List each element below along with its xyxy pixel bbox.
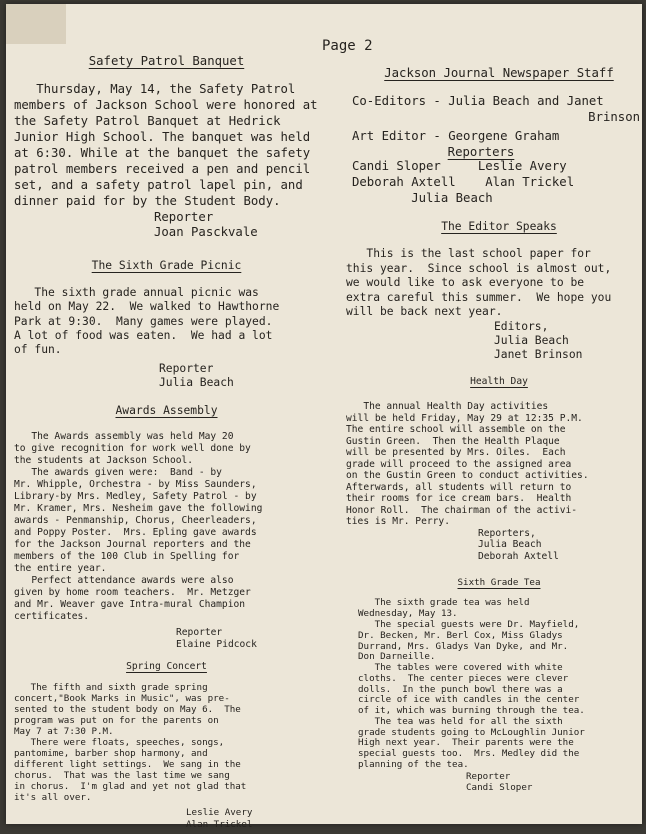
article-title: Spring Concert — [126, 660, 207, 672]
article-title: Sixth Grade Tea — [457, 577, 541, 589]
article-sixth-grade-tea — [358, 577, 640, 793]
article-body: The fifth and sixth grade spring concert,"Book Marks in Music", was pre- sented to the student body on May 6. The program was put on for the parents on May 7 at 7:30 P.M. There were floats, speeches, songs, pantomime, barber shop harmony, and different light settings. We sang in the chorus. That was the last time we sang in chorus. I'm glad and yet not glad that it's all over. — [14, 681, 247, 804]
article-body: The sixth grade annual picnic was held on May 22. We walked to Hawthorne Park at 9:30. Many games were played. A lot of food was eaten. We had a lot of fun. — [14, 285, 280, 357]
article-body: The annual Health Day activities will be held Friday, May 29 at 12:35 P.M. The entire school will assemble on the Gustin Green. Then the Health Plaque will be presented by Mrs. Oiles. Each grade will proceed to the assigned area on the Gustin Green to conduct activities. Afterwards, all students will return to their rooms for ice cream bars. Health Honor Roll. The chairman of the activi- ties is Mr. Perry. — [346, 401, 589, 527]
newsletter-page — [6, 4, 642, 830]
article-title: The Editor Speaks — [441, 220, 557, 234]
article-signature: Leslie Avery Alan Trickel — [186, 807, 253, 830]
article-body: This is the last school paper for this year. Since school is almost out, we would like to ask everyone to be extra careful this summer. We hope you will be back next year. — [346, 247, 612, 319]
article-health-day — [346, 376, 640, 563]
article-sixth-grade-picnic — [14, 259, 319, 390]
article-safety-patrol-banquet — [14, 54, 319, 241]
article-signature: Reporter Candi Sloper — [466, 770, 533, 794]
page-number: Page 2 — [322, 38, 373, 54]
right-column — [346, 66, 640, 794]
article-title: Safety Patrol Banquet — [88, 54, 245, 68]
article-body: The Awards assembly was held May 20 to give recognition for work well done by the students at Jackson School. The awards given were: Band - by Mr. Whipple, Orchestra - by Miss Saunders, Library-by Mrs. Medley, Safety Patrol - by Mr. Kramer, Mrs. Nesheim gave the following awards - Penmanship, Chorus, Cheerleaders, and Poppy Poster. Mrs. Epling gave awards for the Jackson Journal reporters and the members of the 100 Club in Spelling for the entire year. Perfect attendance awards were also given by home room teachers. Mr. Metzger and Mr. Weaver gave Intra-mural Champion certificates. — [14, 431, 263, 622]
article-signature: Reporter Joan Pasckvale — [154, 209, 258, 240]
reporters-list: Candi Sloper Leslie Avery Deborah Axtell Alan Trickel Julia Beach — [352, 159, 575, 205]
article-signature: Reporter Julia Beach — [159, 361, 234, 389]
coeditors-line: Co-Editors - Julia Beach and Janet — [352, 94, 604, 108]
coeditors-line-2: Brinson — [588, 109, 640, 124]
article-title: Awards Assembly — [115, 404, 218, 418]
article-signature: Reporter Elaine Pidcock — [176, 626, 257, 650]
article-editor-speaks — [346, 220, 640, 362]
article-title: The Sixth Grade Picnic — [91, 258, 242, 272]
article-body: The sixth grade tea was held Wednesday, May 13. The special guests were Dr. Mayfield, Dr. Becken, Mr. Berl Cox, Miss Gladys Durrand, Mrs. Gladys Van Dyke, and Mr. Don Darneille. The tables were covered with white cloths. The center pieces were clever dolls. In the punch bowl there was a circle of ice with candles in the center of it, which was burning through the tea. The tea was held for all the sixth grade students going to McLoughlin Junior High next year. Their parents were the special guests too. Mrs. Medley did the planning of the tea. — [358, 597, 585, 770]
article-spring-concert — [14, 661, 319, 830]
article-body: Thursday, May 14, the Safety Patrol members of Jackson School were honored at the Safety Patrol Banquet at Hedrick Junior High School. The banquet was held at 6:30. While at the banquet the safety patrol members received a pen and pencil set, and a safety patrol lapel pin, and dinner paid for by the Student Body. — [14, 82, 318, 208]
reporters-heading: Reporters — [447, 145, 515, 160]
article-title: Health Day — [470, 376, 528, 387]
left-column — [14, 54, 319, 830]
staff-title: Jackson Journal Newspaper Staff — [384, 66, 614, 80]
article-signature: Editors, Julia Beach Janet Brinson — [494, 319, 583, 361]
article-signature: Reporters, Julia Beach Deborah Axtell — [478, 527, 559, 563]
staff-box — [352, 66, 640, 206]
article-awards-assembly — [14, 404, 319, 651]
art-editor: Art Editor - Georgene Graham — [352, 129, 560, 144]
torn-corner — [6, 4, 66, 44]
